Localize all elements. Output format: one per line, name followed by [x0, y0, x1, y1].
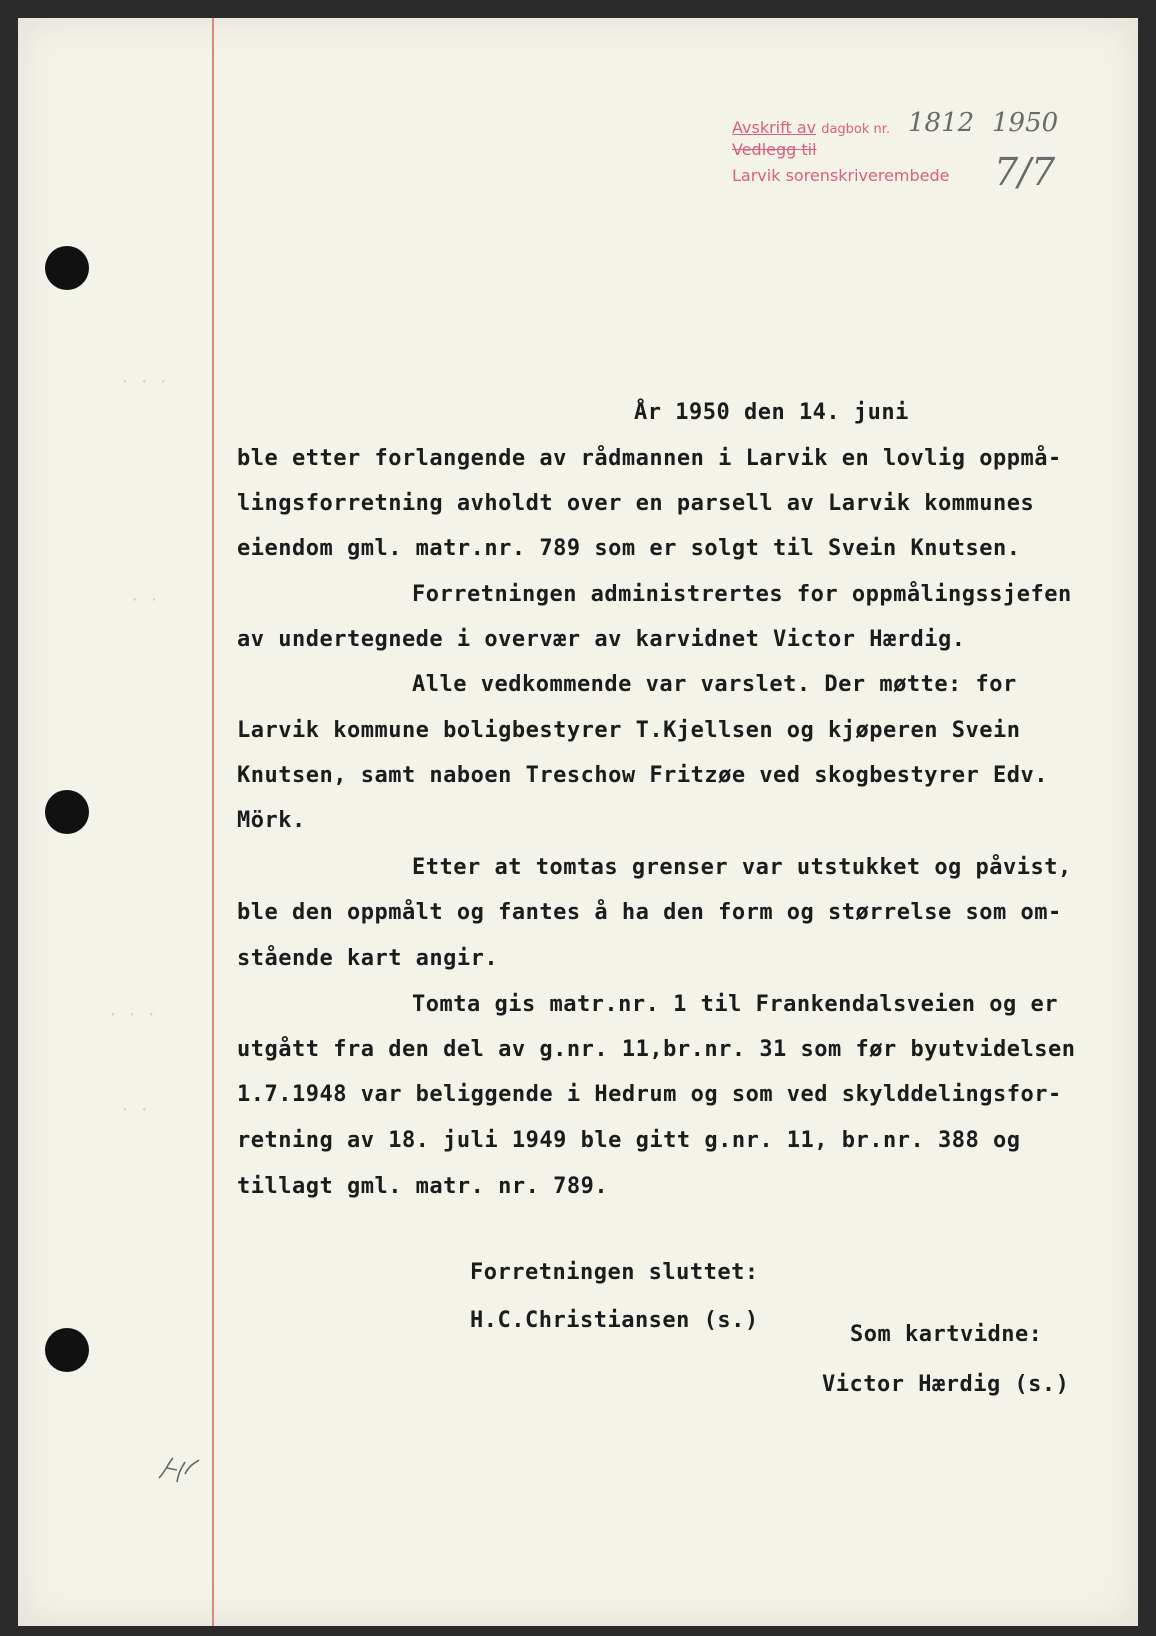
punch-hole-top: [45, 246, 89, 290]
closing-ended: Forretningen sluttet:: [470, 1260, 759, 1285]
bleed-through-mark: · ·: [120, 1100, 149, 1119]
text-line: Larvik kommune boligbestyrer T.Kjellsen og kjøperen Svein: [237, 718, 1021, 743]
text-line: Tomta gis matr.nr. 1 til Frankendalsveien og er: [412, 992, 1059, 1017]
handwritten-year: 1950: [992, 108, 1059, 138]
witness-label: Som kartvidne:: [850, 1322, 1043, 1347]
text-line: ble etter forlangende av rådmannen i Larvik en lovlig oppmå-: [237, 446, 1062, 471]
handwritten-initials: [155, 1452, 205, 1486]
bleed-through-mark: · ·: [130, 590, 159, 609]
stamp-vedlegg: Vedlegg til: [732, 140, 817, 159]
bleed-through-mark: · · ·: [108, 1005, 157, 1024]
text-line: Etter at tomtas grenser var utstukket og påvist,: [412, 855, 1072, 880]
bleed-through-mark: · · ·: [120, 372, 169, 391]
text-line: Alle vedkommende var varslet. Der møtte: for: [412, 672, 1017, 697]
text-line: stående kart angir.: [237, 946, 499, 971]
punch-hole-middle: [45, 790, 89, 834]
punch-hole-bottom: [45, 1328, 89, 1372]
margin-line: [212, 18, 214, 1626]
text-line: utgått fra den del av g.nr. 11,br.nr. 31 som før byutvidelsen: [237, 1037, 1076, 1062]
stamp-line-1: [732, 118, 890, 137]
text-line: 1.7.1948 var beliggende i Hedrum og som ved skylddelingsfor-: [237, 1082, 1062, 1107]
text-line: retning av 18. juli 1949 ble gitt g.nr. 11, br.nr. 388 og: [237, 1128, 1021, 1153]
text-line: eiendom gml. matr.nr. 789 som er solgt til Svein Knutsen.: [237, 536, 1021, 561]
stamp-embede: Larvik sorenskriverembede: [732, 166, 950, 185]
text-line: Knutsen, samt naboen Treschow Fritzøe ved skogbestyrer Edv.: [237, 763, 1048, 788]
text-line: Forretningen administrertes for oppmålingssjefen: [412, 582, 1072, 607]
witness-name: Victor Hærdig (s.): [822, 1372, 1070, 1397]
text-line: lingsforretning avholdt over en parsell av Larvik kommunes: [237, 491, 1035, 516]
signer-name: H.C.Christiansen (s.): [470, 1308, 759, 1333]
handwritten-number: 1812: [908, 108, 975, 138]
text-line: tillagt gml. matr. nr. 789.: [237, 1174, 609, 1199]
stamp-dagbok: dagbok nr.: [821, 122, 891, 137]
text-line: av undertegnede i overvær av karvidnet Victor Hærdig.: [237, 627, 966, 652]
stamp-avskrift: Avskrift av: [732, 118, 817, 137]
text-line: Mörk.: [237, 808, 306, 833]
text-line: År 1950 den 14. juni: [634, 400, 909, 425]
handwritten-date: 7/7: [994, 150, 1056, 194]
text-line: ble den oppmålt og fantes å ha den form og størrelse som om-: [237, 900, 1062, 925]
